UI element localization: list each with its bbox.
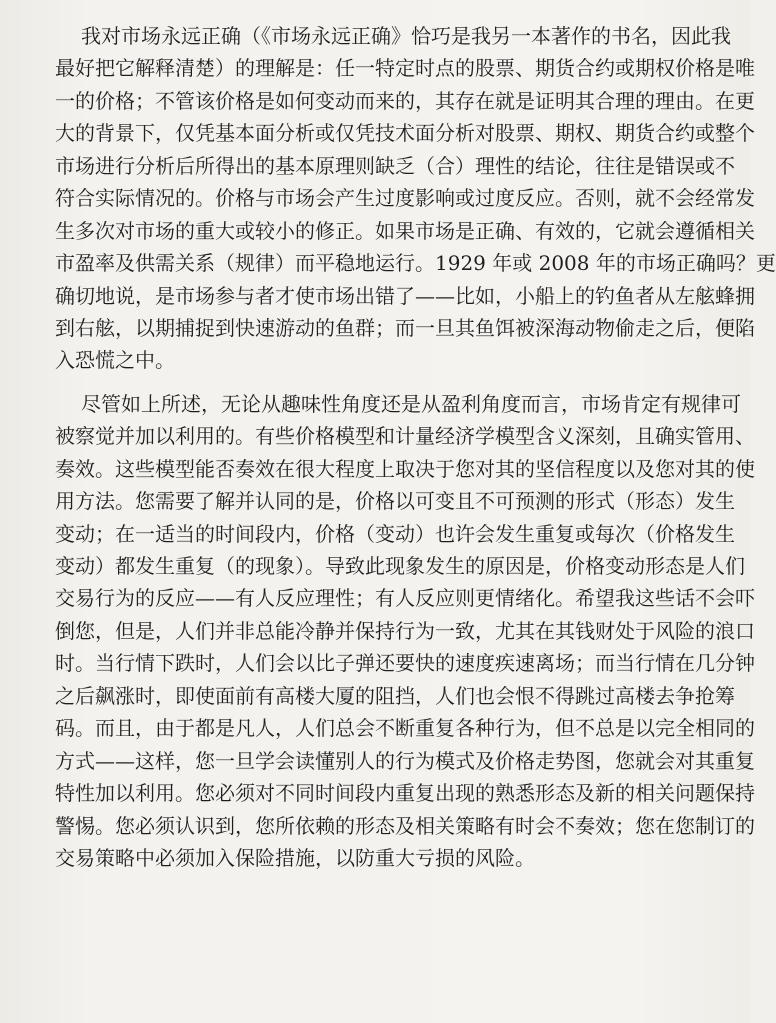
text-line: 到右舷，以期捕捉到快速游动的鱼群；而一旦其鱼饵被深海动物偷走之后，便陷 (55, 315, 755, 340)
text-line: 变动；在一适当的时间段内，价格（变动）也许会发生重复或每次（价格发生 (55, 521, 735, 546)
text-line: 尽管如上所述，无论从趣味性角度还是从盈利角度而言，市场肯定有规律可 (81, 391, 741, 416)
text-line: 变动）都发生重复（的现象）。导致此现象发生的原因是，价格变动形态是人们 (55, 554, 745, 578)
text-line: 交易行为的反应——有人反应理性；有人反应则更情绪化。希望我这些话不会吓 (55, 586, 755, 611)
text-line: 奏效。这些模型能否奏效在很大程度上取决于您对其的坚信程度以及您对其的使 (55, 456, 755, 481)
text-line: 被察觉并加以利用的。有些价格模型和计量经济学模型含义深刻，且确实管用、 (55, 424, 755, 449)
text-line: 用方法。您需要了解并认同的是，价格以可变且不可预测的形式（形态）发生 (55, 489, 735, 514)
text-line: 入恐慌之中。 (55, 348, 175, 373)
text-line: 交易策略中必须加入保险措施，以防重大亏损的风险。 (55, 845, 535, 870)
text-line: 警惕。您必须认识到，您所依赖的形态及相关策略有时会不奏效；您在您制订的 (55, 813, 755, 838)
paragraph-1 (55, 20, 776, 377)
text-line: 符合实际情况的。价格与市场会产生过度影响或过度反应。否则，就不会经常发 (55, 186, 755, 211)
text-line: 特性加以利用。您必须对不同时间段内重复出现的熟悉形态及新的相关问题保持 (55, 781, 755, 806)
text-line: 确切地说，是市场参与者才使市场出错了——比如，小船上的钓鱼者从左舷蜂拥 (55, 283, 755, 308)
text-line: 方式——这样，您一旦学会读懂别人的行为模式及价格走势图，您就会对其重复 (55, 748, 755, 773)
text-line: 我对市场永远正确（《市场永远正确》恰巧是我另一本著作的书名，因此我 (81, 24, 731, 48)
paragraph-2 (55, 388, 755, 875)
text-line: 之后飙涨时，即使面前有高楼大厦的阻挡，人们也会恨不得跳过高楼去争抢筹 (55, 683, 735, 708)
text-line: 时。当行情下跌时，人们会以比子弹还要快的速度疾速离场；而当行情在几分钟 (55, 651, 755, 676)
text-line: 市场进行分析后所得出的基本原理则缺乏（合）理性的结论，往往是错误或不 (55, 153, 735, 178)
text-line: 生多次对市场的重大或较小的修正。如果市场是正确、有效的，它就会遵循相关 (55, 218, 755, 243)
text-line: 码。而且，由于都是凡人，人们总会不断重复各种行为，但不总是以完全相同的 (55, 716, 755, 741)
text-line: 最好把它解释清楚）的理解是：任一特定时点的股票、期货合约或期权价格是唯 (55, 56, 755, 81)
text-line: 倒您，但是，人们并非总能冷静并保持行为一致，尤其在其钱财处于风险的浪口 (55, 618, 755, 643)
text-line: 一的价格；不管该价格是如何变动而来的，其存在就是证明其合理的理由。在更 (55, 88, 755, 113)
text-line: 市盈率及供需关系（规律）而平稳地运行。1929 年或 2008 年的市场正确吗？更 (55, 251, 776, 276)
text-line: 大的背景下，仅凭基本面分析或仅凭技术面分析对股票、期权、期货合约或整个 (55, 121, 755, 146)
